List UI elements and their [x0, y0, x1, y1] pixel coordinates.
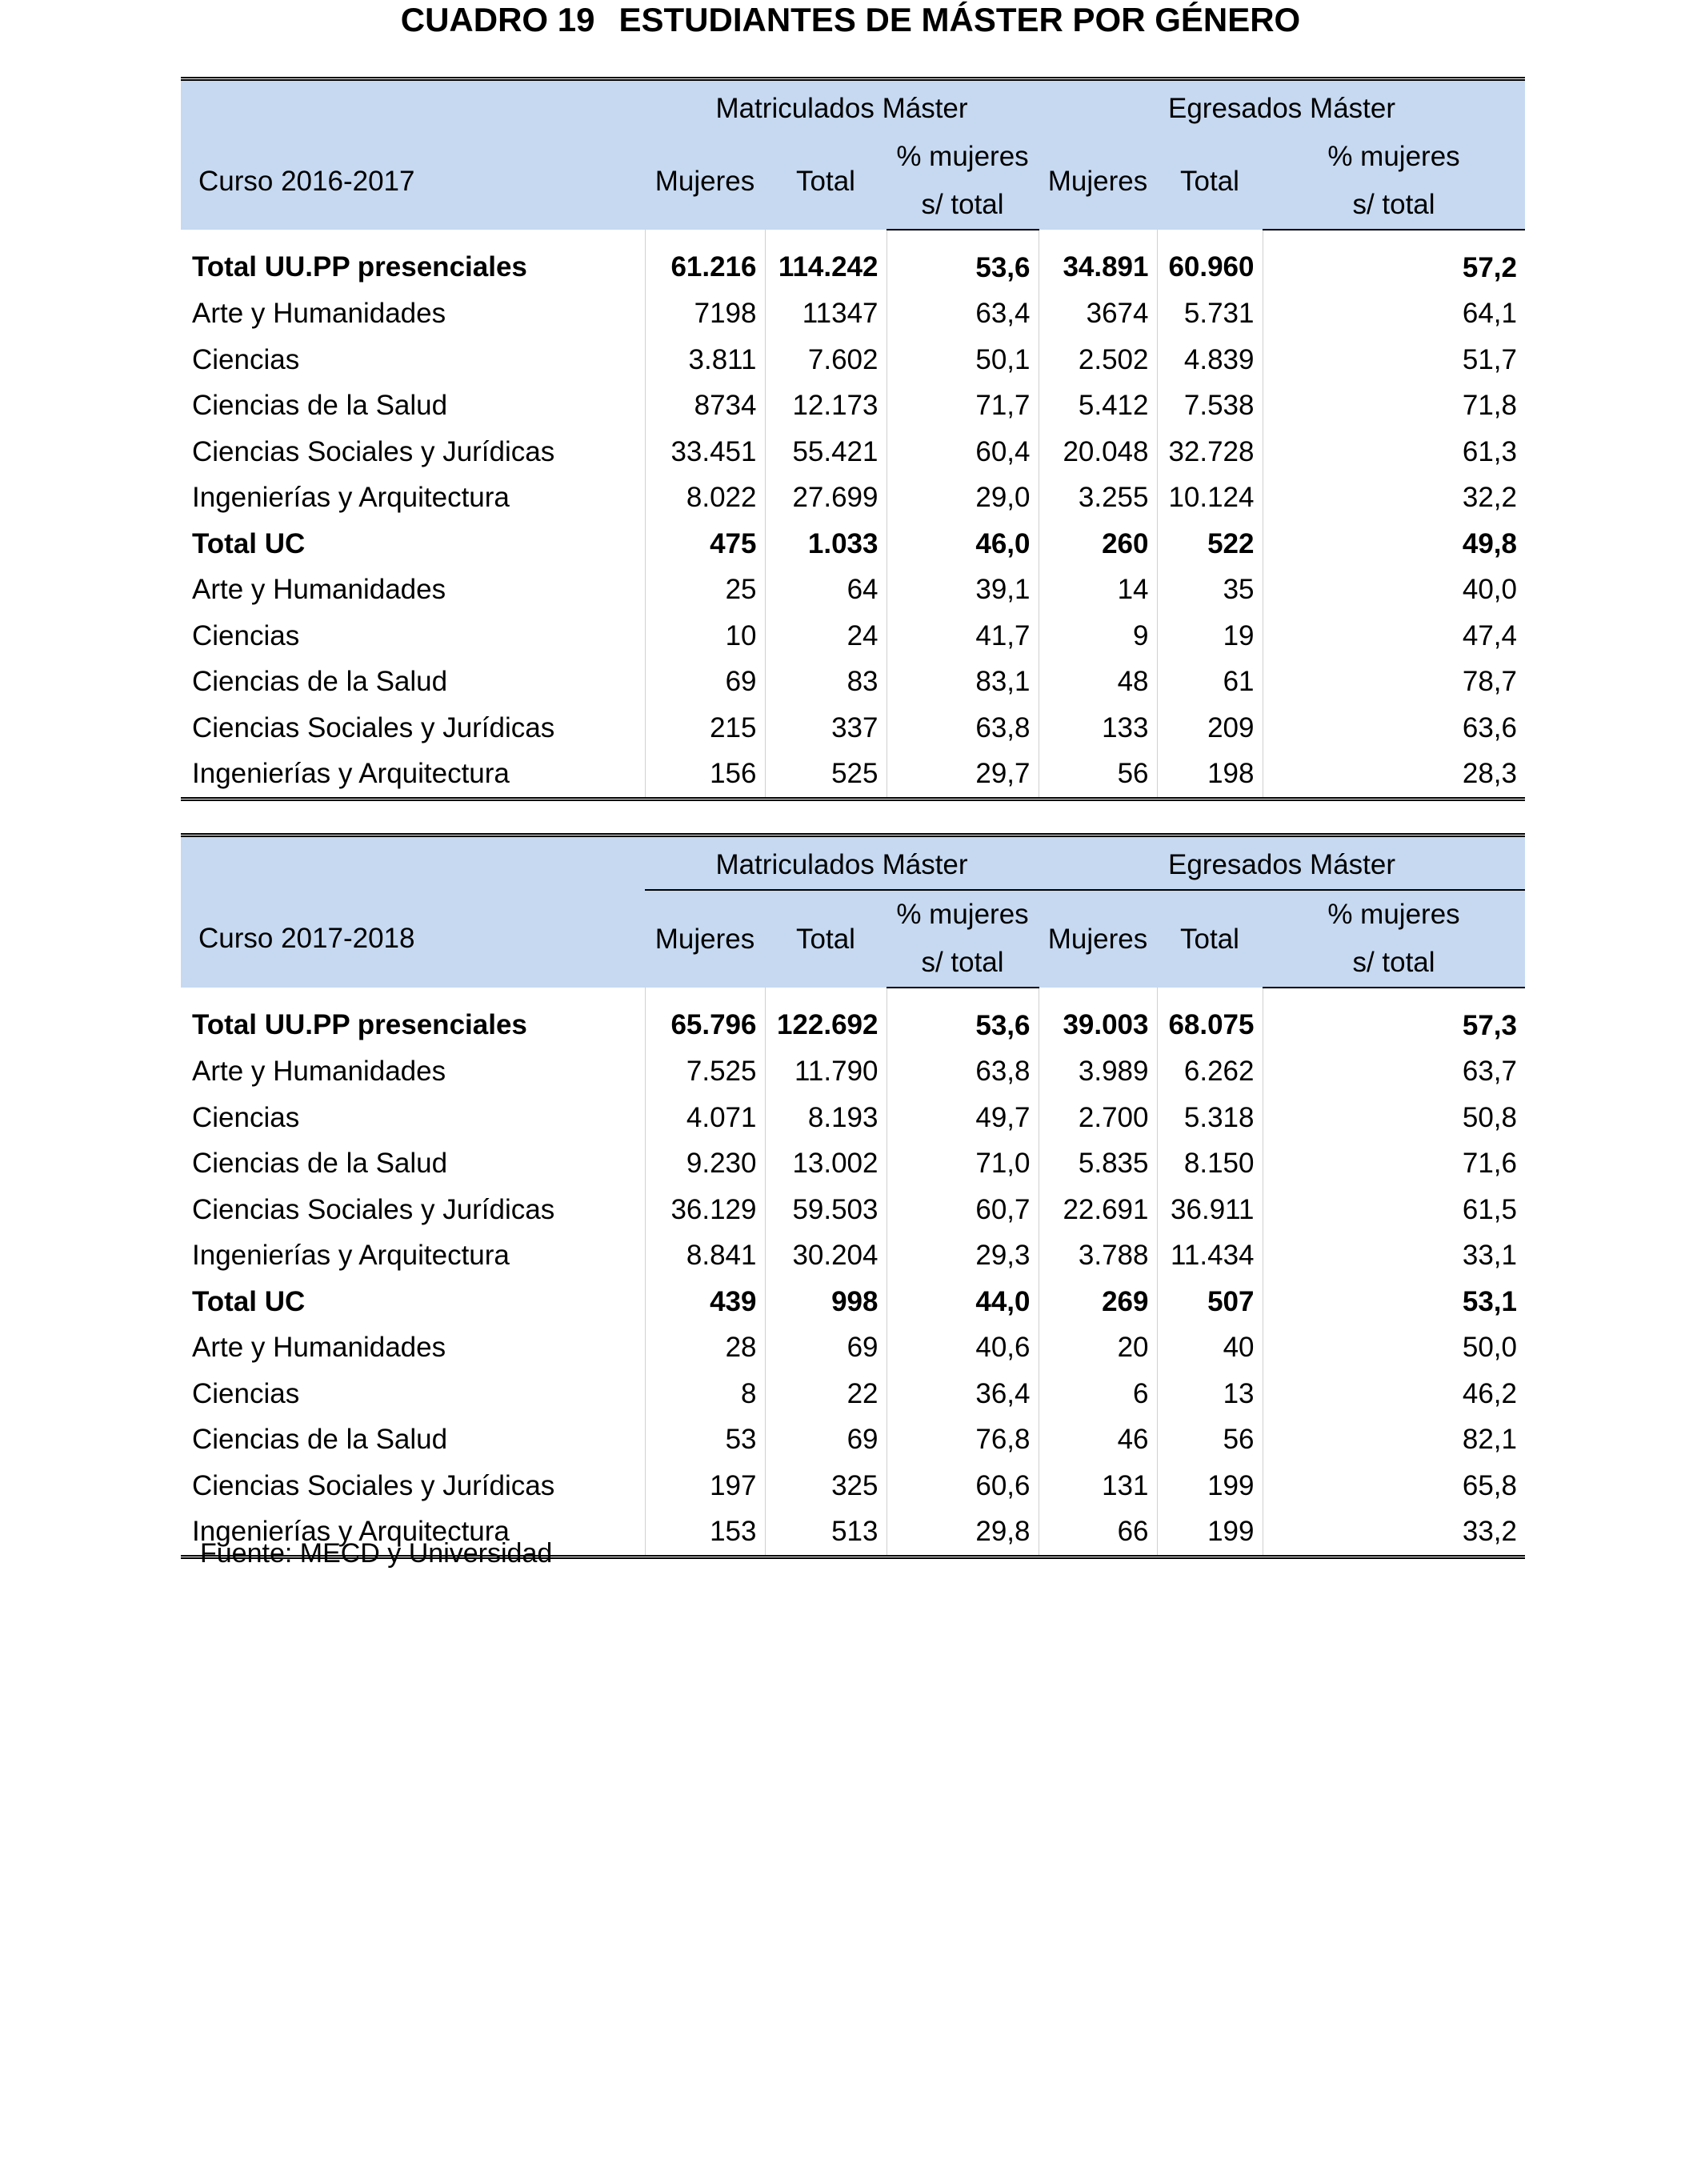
col-pct-egresados-line2: s/ total: [1263, 939, 1525, 988]
col-pct-egresados-line1: % mujeres: [1263, 890, 1525, 939]
row-label: Arte y Humanidades: [181, 291, 645, 338]
table-body: [181, 230, 1525, 799]
cell-total-matriculados: 114.242: [765, 230, 887, 291]
cell-mujeres-matriculados: 28: [645, 1325, 765, 1372]
table-row: [181, 751, 1525, 799]
cell-mujeres-matriculados: 8: [645, 1371, 765, 1417]
header-blank: [181, 79, 645, 134]
cell-mujeres-matriculados: 4.071: [645, 1095, 765, 1141]
cell-mujeres-matriculados: 197: [645, 1463, 765, 1509]
table-2016-2017: [181, 77, 1525, 801]
cell-mujeres-egresados: 48: [1039, 659, 1157, 706]
col-mujeres-egresados: Mujeres: [1039, 890, 1157, 988]
cell-pct-egresados: 32,2: [1462, 482, 1517, 514]
cell-total-matriculados: 11.790: [765, 1049, 887, 1096]
table-header: [181, 79, 1525, 230]
row-label: Total UU.PP presenciales: [181, 988, 645, 1049]
cell-mujeres-egresados: 39.003: [1039, 988, 1157, 1049]
cell-mujeres-matriculados: 33.451: [645, 429, 765, 475]
cell-total-egresados: 35: [1157, 567, 1263, 614]
cell-pct-matriculados: 29,3: [887, 1233, 1039, 1280]
cell-pct-egresados: 64,1: [1462, 298, 1517, 330]
col-pct-matriculados-line1: % mujeres: [887, 890, 1039, 939]
cell-mujeres-egresados: 3.788: [1039, 1233, 1157, 1280]
cell-total-matriculados: 13.002: [765, 1141, 887, 1188]
cell-pct-matriculados: 36,4: [887, 1371, 1039, 1417]
row-label: Ciencias: [181, 1371, 645, 1417]
cell-pct-egresados: 61,3: [1462, 435, 1517, 467]
cell-total-matriculados: 8.193: [765, 1095, 887, 1141]
cell-pct-matriculados: 29,0: [887, 475, 1039, 522]
cell-mujeres-egresados: 46: [1039, 1417, 1157, 1464]
cell-mujeres-matriculados: 10: [645, 613, 765, 659]
table-row: [181, 383, 1525, 430]
col-total-matriculados: Total: [765, 890, 887, 988]
row-label: Ciencias: [181, 337, 645, 383]
col-total-egresados: Total: [1157, 133, 1263, 230]
egresados-group-header: Egresados Máster: [1039, 79, 1525, 134]
cell-pct-egresados: 28,3: [1263, 751, 1525, 799]
cell-pct-egresados: 46,2: [1462, 1377, 1517, 1409]
cell-pct-egresados: 71,8: [1462, 390, 1517, 422]
table-row: [181, 475, 1525, 522]
row-label: Ciencias de la Salud: [181, 659, 645, 706]
cell-pct-egresados: 53,1: [1462, 1285, 1517, 1317]
cell-pct-egresados: 82,1: [1462, 1424, 1517, 1456]
table-row: [181, 567, 1525, 614]
cell-total-matriculados: 11347: [765, 291, 887, 338]
cell-mujeres-matriculados: 36.129: [645, 1187, 765, 1233]
table-row: [181, 1049, 1525, 1096]
row-label: Total UC: [181, 1279, 645, 1325]
col-mujeres-matriculados: Mujeres: [645, 890, 765, 988]
cell-total-matriculados: 55.421: [765, 429, 887, 475]
row-label: Ingenierías y Arquitectura: [181, 1233, 645, 1280]
table-row: [181, 659, 1525, 706]
cell-mujeres-egresados: 2.502: [1039, 337, 1157, 383]
cell-pct-egresados: 33,2: [1263, 1509, 1525, 1557]
cell-mujeres-matriculados: 69: [645, 659, 765, 706]
cell-total-matriculados: 69: [765, 1417, 887, 1464]
cell-pct-matriculados: 63,8: [887, 1049, 1039, 1096]
course-label: Curso 2016-2017: [181, 133, 645, 230]
table-number: CUADRO 19: [400, 1, 595, 38]
cell-mujeres-egresados: 5.412: [1039, 383, 1157, 430]
row-label: Ciencias: [181, 1095, 645, 1141]
cell-total-matriculados: 998: [765, 1279, 887, 1325]
matriculados-group-header: Matriculados Máster: [645, 79, 1039, 134]
cell-total-matriculados: 122.692: [765, 988, 887, 1049]
cell-total-egresados: 199: [1157, 1463, 1263, 1509]
cell-pct-egresados: 57,3: [1462, 1009, 1517, 1041]
cell-total-egresados: 209: [1157, 705, 1263, 751]
col-pct-egresados-line1: % mujeres: [1263, 133, 1525, 181]
cell-total-matriculados: 30.204: [765, 1233, 887, 1280]
row-label: Ingenierías y Arquitectura: [181, 751, 645, 799]
table-row: [181, 1233, 1525, 1280]
cell-mujeres-egresados: 20: [1039, 1325, 1157, 1372]
cell-total-matriculados: 513: [765, 1509, 887, 1557]
cell-mujeres-matriculados: 8.841: [645, 1233, 765, 1280]
col-total-egresados: Total: [1157, 890, 1263, 988]
table-row: [181, 337, 1525, 383]
cell-mujeres-matriculados: 9.230: [645, 1141, 765, 1188]
cell-total-egresados: 36.911: [1157, 1187, 1263, 1233]
cell-total-egresados: 40: [1157, 1325, 1263, 1372]
table-row: [181, 1325, 1525, 1372]
cell-total-egresados: 32.728: [1157, 429, 1263, 475]
cell-pct-matriculados: 49,7: [887, 1095, 1039, 1141]
cell-mujeres-egresados: 131: [1039, 1463, 1157, 1509]
cell-mujeres-egresados: 3674: [1039, 291, 1157, 338]
col-pct-matriculados-line1: % mujeres: [887, 133, 1039, 181]
table-header: [181, 836, 1525, 988]
row-label: Arte y Humanidades: [181, 567, 645, 614]
cell-pct-egresados: 50,8: [1462, 1101, 1517, 1133]
cell-pct-egresados: 65,8: [1462, 1469, 1517, 1501]
cell-pct-matriculados: 29,7: [887, 751, 1039, 799]
row-label: Total UC: [181, 521, 645, 567]
col-pct-egresados-line2: s/ total: [1263, 181, 1525, 230]
cell-mujeres-egresados: 269: [1039, 1279, 1157, 1325]
cell-total-matriculados: 337: [765, 705, 887, 751]
cell-pct-egresados: 57,2: [1462, 251, 1517, 283]
col-pct-matriculados-line2: s/ total: [887, 939, 1039, 988]
cell-total-egresados: 507: [1157, 1279, 1263, 1325]
cell-pct-matriculados: 60,6: [887, 1463, 1039, 1509]
table-row: [181, 291, 1525, 338]
cell-pct-egresados: 71,6: [1462, 1148, 1517, 1180]
row-label: Arte y Humanidades: [181, 1049, 645, 1096]
cell-total-egresados: 19: [1157, 613, 1263, 659]
cell-mujeres-matriculados: 215: [645, 705, 765, 751]
cell-mujeres-matriculados: 25: [645, 567, 765, 614]
cell-pct-egresados: 51,7: [1462, 343, 1517, 375]
cell-mujeres-matriculados: 8734: [645, 383, 765, 430]
cell-mujeres-egresados: 2.700: [1039, 1095, 1157, 1141]
cell-pct-matriculados: 60,4: [887, 429, 1039, 475]
row-label: Arte y Humanidades: [181, 1325, 645, 1372]
table-total-row: [181, 988, 1525, 1049]
row-label: Ciencias de la Salud: [181, 1417, 645, 1464]
cell-pct-matriculados: 41,7: [887, 613, 1039, 659]
cell-total-egresados: 68.075: [1157, 988, 1263, 1049]
row-label: Ciencias Sociales y Jurídicas: [181, 1463, 645, 1509]
cell-total-matriculados: 1.033: [765, 521, 887, 567]
table-row: [181, 1095, 1525, 1141]
cell-mujeres-egresados: 34.891: [1039, 230, 1157, 291]
table-row: [181, 1141, 1525, 1188]
table-row: [181, 1463, 1525, 1509]
cell-mujeres-matriculados: 475: [645, 521, 765, 567]
row-label: Ciencias Sociales y Jurídicas: [181, 1187, 645, 1233]
cell-pct-matriculados: 39,1: [887, 567, 1039, 614]
cell-total-egresados: 10.124: [1157, 475, 1263, 522]
cell-pct-egresados: 63,6: [1462, 711, 1517, 743]
cell-pct-matriculados: 44,0: [887, 1279, 1039, 1325]
table-row: [181, 1371, 1525, 1417]
source-note: Fuente: MECD y Universidad: [200, 1538, 553, 1569]
egresados-group-header: Egresados Máster: [1039, 836, 1525, 891]
cell-mujeres-egresados: 3.989: [1039, 1049, 1157, 1096]
cell-total-egresados: 60.960: [1157, 230, 1263, 291]
cell-total-egresados: 5.318: [1157, 1095, 1263, 1141]
cell-mujeres-matriculados: 439: [645, 1279, 765, 1325]
col-pct-matriculados-line2: s/ total: [887, 181, 1039, 230]
table-row: [181, 613, 1525, 659]
course-label: Curso 2017-2018: [181, 890, 645, 988]
cell-mujeres-egresados: 14: [1039, 567, 1157, 614]
cell-mujeres-matriculados: 153: [645, 1509, 765, 1557]
cell-total-matriculados: 7.602: [765, 337, 887, 383]
header-blank: [181, 836, 645, 891]
cell-total-egresados: 61: [1157, 659, 1263, 706]
cell-mujeres-egresados: 20.048: [1039, 429, 1157, 475]
cell-mujeres-matriculados: 53: [645, 1417, 765, 1464]
cell-mujeres-egresados: 5.835: [1039, 1141, 1157, 1188]
col-total-matriculados: Total: [765, 133, 887, 230]
cell-pct-matriculados: 63,8: [887, 705, 1039, 751]
cell-pct-matriculados: 71,7: [887, 383, 1039, 430]
row-label: Ingenierías y Arquitectura: [181, 1509, 645, 1557]
cell-mujeres-matriculados: 61.216: [645, 230, 765, 291]
cell-mujeres-matriculados: 3.811: [645, 337, 765, 383]
cell-total-egresados: 7.538: [1157, 383, 1263, 430]
row-label: Ciencias Sociales y Jurídicas: [181, 429, 645, 475]
cell-mujeres-egresados: 9: [1039, 613, 1157, 659]
cell-pct-matriculados: 76,8: [887, 1417, 1039, 1464]
cell-total-matriculados: 325: [765, 1463, 887, 1509]
cell-total-matriculados: 27.699: [765, 475, 887, 522]
cell-pct-egresados: 40,0: [1462, 574, 1517, 606]
row-label: Ingenierías y Arquitectura: [181, 475, 645, 522]
cell-total-egresados: 5.731: [1157, 291, 1263, 338]
cell-pct-matriculados: 40,6: [887, 1325, 1039, 1372]
cell-total-egresados: 13: [1157, 1371, 1263, 1417]
cell-total-matriculados: 69: [765, 1325, 887, 1372]
cell-total-egresados: 4.839: [1157, 337, 1263, 383]
cell-total-egresados: 522: [1157, 521, 1263, 567]
row-label: Total UU.PP presenciales: [181, 230, 645, 291]
cell-pct-matriculados: 71,0: [887, 1141, 1039, 1188]
cell-pct-egresados: 78,7: [1462, 666, 1517, 698]
cell-pct-matriculados: 60,7: [887, 1187, 1039, 1233]
table-row: [181, 1417, 1525, 1464]
table-total-row: [181, 230, 1525, 291]
cell-pct-egresados: 50,0: [1462, 1332, 1517, 1364]
table-row: [181, 429, 1525, 475]
cell-pct-egresados: 33,1: [1462, 1240, 1517, 1272]
cell-total-matriculados: 24: [765, 613, 887, 659]
cell-mujeres-matriculados: 65.796: [645, 988, 765, 1049]
cell-pct-egresados: 47,4: [1462, 619, 1517, 651]
cell-total-egresados: 11.434: [1157, 1233, 1263, 1280]
matriculados-group-header: Matriculados Máster: [645, 836, 1039, 891]
cell-total-egresados: 198: [1157, 751, 1263, 799]
cell-pct-matriculados: 46,0: [887, 521, 1039, 567]
cell-total-matriculados: 59.503: [765, 1187, 887, 1233]
table-body: [181, 988, 1525, 1557]
cell-mujeres-egresados: 6: [1039, 1371, 1157, 1417]
cell-mujeres-egresados: 133: [1039, 705, 1157, 751]
cell-mujeres-matriculados: 7198: [645, 291, 765, 338]
cell-pct-egresados: 49,8: [1462, 527, 1517, 559]
cell-total-egresados: 199: [1157, 1509, 1263, 1557]
cell-pct-egresados: 61,5: [1462, 1193, 1517, 1225]
cell-pct-egresados: 63,7: [1462, 1056, 1517, 1088]
col-mujeres-matriculados: Mujeres: [645, 133, 765, 230]
cell-pct-matriculados: 50,1: [887, 337, 1039, 383]
table-title: ESTUDIANTES DE MÁSTER POR GÉNERO: [618, 1, 1301, 38]
cell-mujeres-matriculados: 156: [645, 751, 765, 799]
row-label: Ciencias Sociales y Jurídicas: [181, 705, 645, 751]
page-title: [0, 0, 1701, 40]
table-row: [181, 705, 1525, 751]
table-total-row: [181, 521, 1525, 567]
cell-pct-matriculados: 29,8: [887, 1509, 1039, 1557]
cell-total-egresados: 56: [1157, 1417, 1263, 1464]
cell-total-matriculados: 22: [765, 1371, 887, 1417]
table-row: [181, 1187, 1525, 1233]
table-total-row: [181, 1279, 1525, 1325]
cell-total-egresados: 6.262: [1157, 1049, 1263, 1096]
cell-mujeres-egresados: 260: [1039, 521, 1157, 567]
cell-mujeres-egresados: 56: [1039, 751, 1157, 799]
cell-mujeres-egresados: 66: [1039, 1509, 1157, 1557]
cell-pct-matriculados: 53,6: [887, 988, 1039, 1049]
col-mujeres-egresados: Mujeres: [1039, 133, 1157, 230]
cell-mujeres-egresados: 22.691: [1039, 1187, 1157, 1233]
cell-total-matriculados: 12.173: [765, 383, 887, 430]
row-label: Ciencias: [181, 613, 645, 659]
cell-mujeres-matriculados: 8.022: [645, 475, 765, 522]
cell-total-egresados: 8.150: [1157, 1141, 1263, 1188]
cell-mujeres-matriculados: 7.525: [645, 1049, 765, 1096]
cell-mujeres-egresados: 3.255: [1039, 475, 1157, 522]
row-label: Ciencias de la Salud: [181, 1141, 645, 1188]
cell-pct-matriculados: 83,1: [887, 659, 1039, 706]
table-2017-2018: [181, 833, 1525, 1559]
cell-total-matriculados: 525: [765, 751, 887, 799]
cell-total-matriculados: 83: [765, 659, 887, 706]
cell-total-matriculados: 64: [765, 567, 887, 614]
cell-pct-matriculados: 63,4: [887, 291, 1039, 338]
row-label: Ciencias de la Salud: [181, 383, 645, 430]
cell-pct-matriculados: 53,6: [887, 230, 1039, 291]
